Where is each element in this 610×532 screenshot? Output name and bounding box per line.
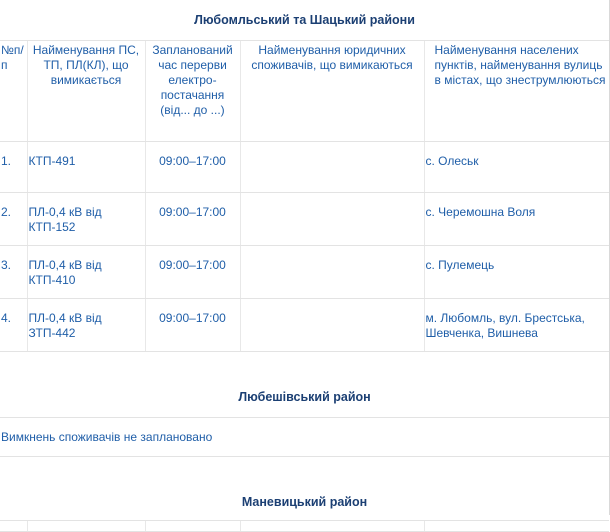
section-row-lyuboml [0, 0, 609, 41]
header-time: Запланований час перерви електро-постачання (від... до ...) [145, 41, 240, 142]
row-consumers [240, 142, 424, 193]
section-row-lyubeshiv [0, 352, 609, 418]
row-time: 09:00–17:00 [145, 246, 240, 299]
row-object: КТП-491 [27, 142, 145, 193]
row-locations: с. Олеськ [424, 142, 609, 193]
row-number: 1. [0, 142, 27, 193]
row-consumers [240, 193, 424, 246]
header-object: Найменування ПС, ТП, ПЛ(КЛ), що вимикається [27, 41, 145, 142]
section-row-manevychi [0, 457, 609, 521]
partial-cell [0, 521, 27, 532]
row-object: ПЛ-0,4 кВ від КТП-410 [27, 246, 145, 299]
row-consumers [240, 246, 424, 299]
row-time: 09:00–17:00 [145, 193, 240, 246]
partial-cell [240, 521, 424, 532]
partial-cell [27, 521, 145, 532]
section-note-row [0, 418, 609, 457]
row-consumers [240, 299, 424, 352]
table-row [0, 299, 609, 352]
row-time: 09:00–17:00 [145, 142, 240, 193]
row-object: ПЛ-0,4 кВ від ЗТП-442 [27, 299, 145, 352]
section-title-manevychi: Маневицький район [0, 457, 609, 521]
row-locations: м. Любомль, вул. Брестська, Шевченка, Вишнева [424, 299, 609, 352]
row-time: 09:00–17:00 [145, 299, 240, 352]
section-title-lyuboml: Любомльський та Шацький райони [0, 0, 609, 41]
row-number: 2. [0, 193, 27, 246]
table-row [0, 142, 609, 193]
header-number: №п/п [0, 41, 27, 142]
row-locations: с. Черемошна Воля [424, 193, 609, 246]
row-number: 4. [0, 299, 27, 352]
row-object: ПЛ-0,4 кВ від КТП-152 [27, 193, 145, 246]
section-title-lyubeshiv: Любешівський район [0, 352, 609, 418]
section-note-lyubeshiv: Вимкнень споживачів не заплановано [0, 418, 609, 457]
table-header-row [0, 41, 609, 142]
row-number: 3. [0, 246, 27, 299]
partial-cell [424, 521, 609, 532]
table-row [0, 193, 609, 246]
table-row [0, 246, 609, 299]
header-locations: Найменування населених пунктів, найменування вулиць в містах, що знеструмлюються [424, 41, 609, 142]
table-row-partial [0, 521, 609, 532]
header-consumers: Найменування юридичних споживачів, що вимикаються [240, 41, 424, 142]
row-locations: с. Пулемець [424, 246, 609, 299]
partial-cell [145, 521, 240, 532]
